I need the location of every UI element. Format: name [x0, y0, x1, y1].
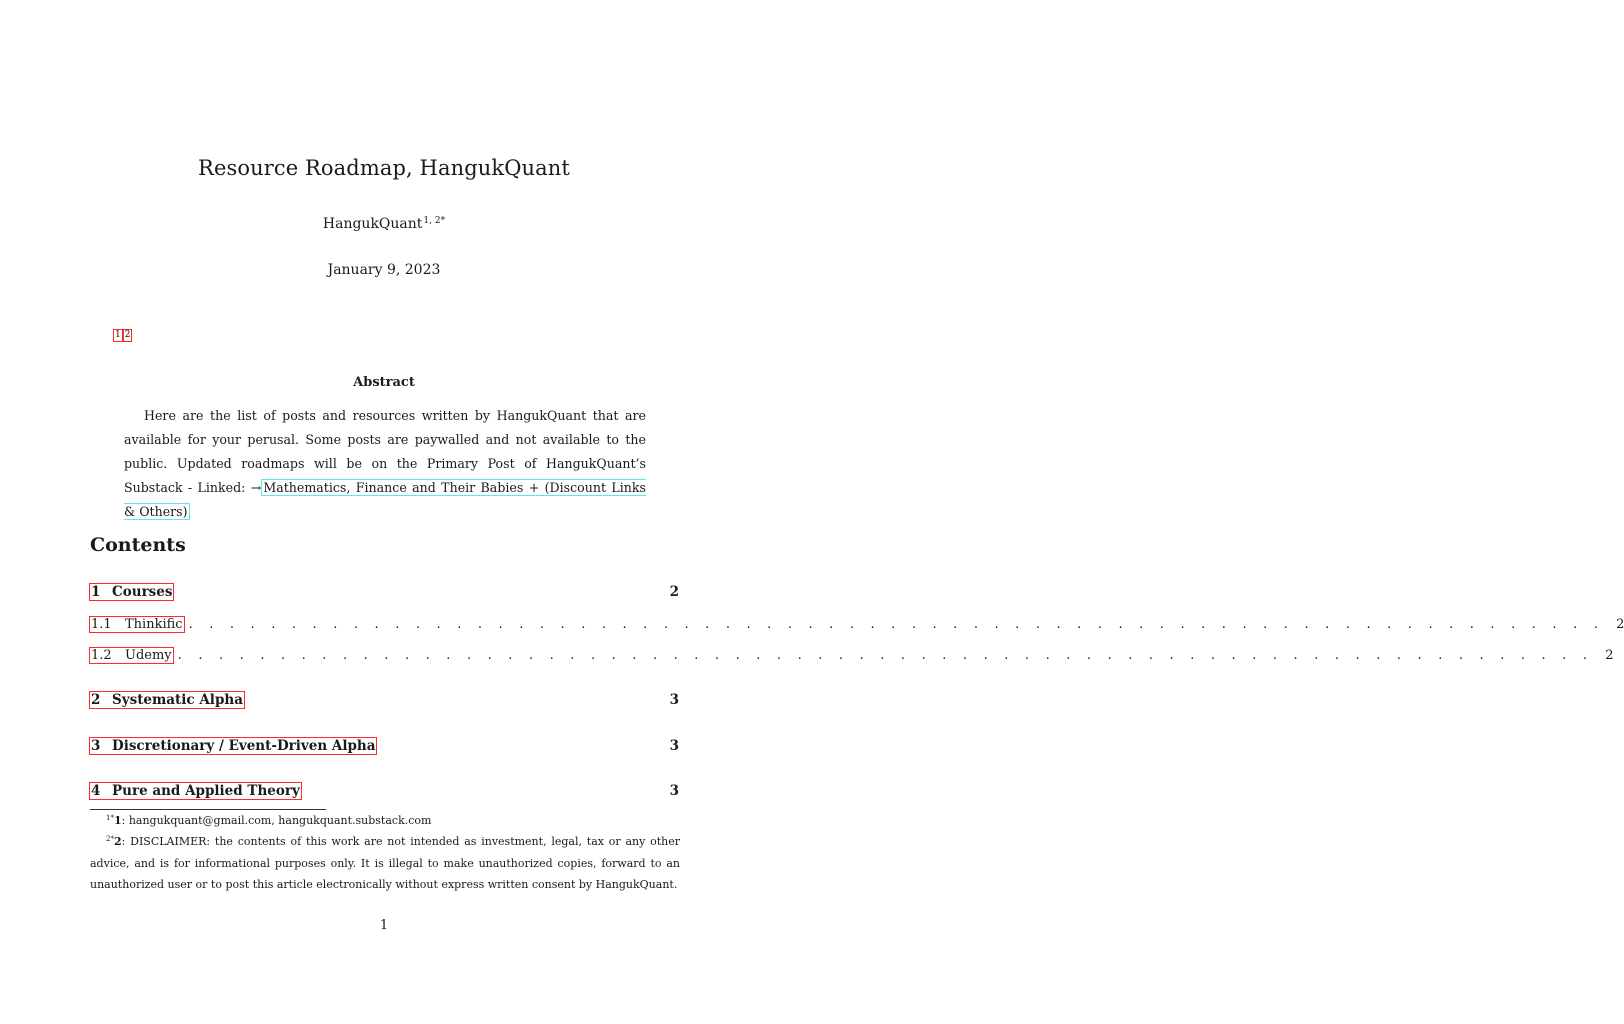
toc-entry-systematic-alpha: [89, 691, 679, 709]
footnote-link-2[interactable]: 2: [124, 330, 131, 340]
toc-page: 3: [669, 738, 679, 754]
toc-page: 3: [669, 783, 679, 799]
toc-link-systematic-alpha[interactable]: [89, 691, 245, 709]
toc-number: 2: [91, 692, 101, 708]
toc-page: 2: [669, 584, 679, 600]
substack-roadmap-link[interactable]: Mathematics, Finance and Their Babies + (Discount Links & Others): [124, 480, 646, 519]
toc-title: Courses: [112, 584, 173, 600]
toc-number: 4: [91, 783, 101, 799]
toc-title: Thinkific: [125, 617, 183, 632]
toc-entry-udemy: [89, 647, 1614, 664]
footnote-label: 2: [113, 835, 122, 848]
footnote-label: 1: [113, 814, 122, 827]
toc-link-udemy[interactable]: [89, 647, 174, 664]
abstract-heading: Abstract: [353, 375, 415, 390]
abstract-text: Here are the list of posts and resources written by HangukQuant that are available for your perusal. Some posts are paywalled and not available to the public. Updated roadmaps will be on the Primary Post of HangukQuant’s Substack - Linked: →: [124, 408, 646, 495]
author-name: HangukQuant: [322, 216, 423, 232]
toc-page: 2: [1616, 617, 1624, 632]
footnote-text: : hangukquant@gmail.com, hangukquant.substack.com: [121, 814, 432, 827]
author-affiliation-marks: 1, 2*: [423, 216, 446, 226]
footnotes: [90, 810, 680, 896]
footnote-1: [90, 810, 680, 829]
toc-entry-thinkific: [89, 616, 1624, 633]
contents-heading: Contents: [90, 534, 186, 556]
toc-leader-dots: . . . . . . . . . . . . . . . . . . . . . . . . . . . . . . . . . . . . . . . . . . . . . . . . . . . . . . . . . . . . . . . . . . . . .: [177, 648, 1594, 663]
toc-number: 1.1: [91, 617, 112, 632]
toc-number: 1.2: [91, 648, 112, 663]
toc-title: Systematic Alpha: [112, 692, 243, 708]
footnote-references: [113, 329, 132, 342]
toc-link-courses[interactable]: [89, 583, 174, 601]
abstract-body: [124, 404, 646, 524]
footnote-2: [90, 829, 680, 896]
toc-title: Udemy: [125, 648, 172, 663]
toc-title: Pure and Applied Theory: [112, 783, 300, 799]
footnote-text: : DISCLAIMER: the contents of this work are not intended as investment, legal, tax or any other advice, and is for informational purposes only. It is illegal to make unauthorized copies, forward to an unauthorized user or to post this article electronically without express written consent by HangukQuant.: [90, 835, 680, 891]
footnote-link-1[interactable]: 1: [115, 330, 121, 340]
toc-entry-pure-applied-theory: [89, 782, 679, 800]
toc-number: 3: [91, 738, 101, 754]
toc-leader-dots: . . . . . . . . . . . . . . . . . . . . . . . . . . . . . . . . . . . . . . . . . . . . . . . . . . . . . . . . . . . . . . . . . . . . .: [188, 617, 1605, 632]
toc-entry-courses: [89, 583, 679, 601]
paper-date: January 9, 2023: [327, 262, 441, 278]
toc-entry-discretionary-alpha: [89, 737, 679, 755]
author-line: [0, 216, 768, 232]
toc-page: 3: [669, 692, 679, 708]
toc-link-thinkific[interactable]: [89, 616, 185, 633]
paper-title: Resource Roadmap, HangukQuant: [198, 156, 570, 180]
toc-title: Discretionary / Event-Driven Alpha: [112, 738, 376, 754]
toc-page: 2: [1605, 648, 1614, 663]
toc-number: 1: [91, 584, 101, 600]
toc-link-pure-applied-theory[interactable]: [89, 782, 302, 800]
toc-link-discretionary-alpha[interactable]: [89, 737, 377, 755]
page-number: 1: [379, 918, 389, 933]
footnote-mark: 1*: [106, 814, 114, 822]
footnote-mark: 2*: [106, 835, 114, 843]
